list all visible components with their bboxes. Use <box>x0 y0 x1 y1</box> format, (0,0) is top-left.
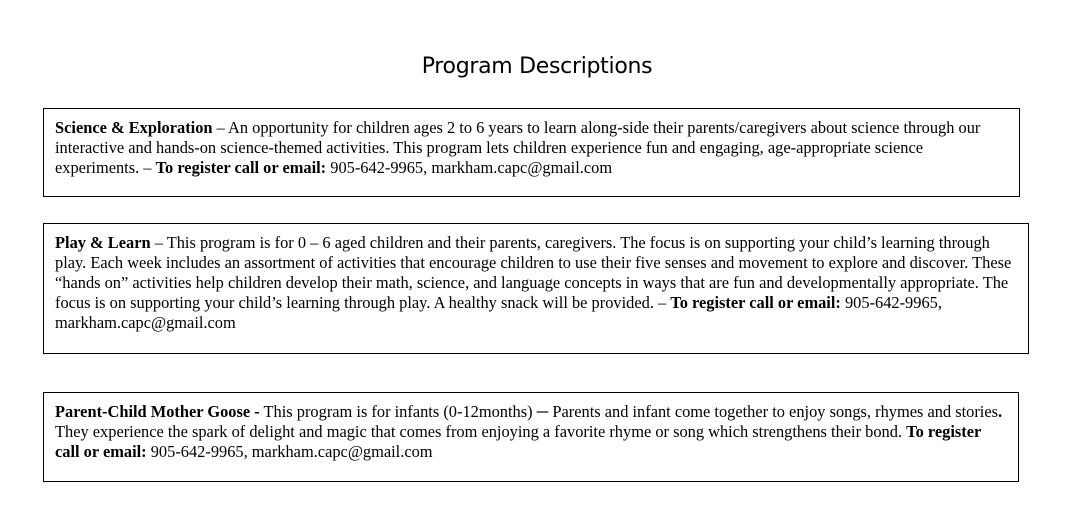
program-description-period: . <box>998 402 1003 421</box>
program-separator: – <box>150 233 167 252</box>
program-description-text: An opportunity for children ages 2 to 6 years to learn along-side their parents/caregivers about science through our interactive and hands-on science-themed activities. This program lets children experience fun and engaging, age-appropriate science experiments. – <box>55 118 981 177</box>
program-box-play-learn <box>43 223 1029 354</box>
program-box-mother-goose <box>43 392 1019 482</box>
program-name: Parent-Child Mother Goose - <box>55 402 260 421</box>
program-separator: – <box>212 118 229 137</box>
register-label: To register call or email: <box>670 293 841 312</box>
program-description-text: This program is for infants (0-12months) ─ Parents and infant come together to enjoy songs, rhymes and stories <box>263 402 999 421</box>
program-box-science-exploration <box>43 108 1020 197</box>
program-description <box>55 233 1016 333</box>
program-description-text-continued: They experience the spark of delight and magic that comes from enjoying a favorite rhyme or song which strengthens their bond. <box>55 422 907 441</box>
register-label: To register call or email: <box>55 422 981 461</box>
contact-info: 905-642-9965, markham.capc@gmail.com <box>146 442 433 461</box>
program-description <box>55 402 1006 462</box>
contact-info: 905-642-9965, markham.capc@gmail.com <box>326 158 613 177</box>
program-description-text: This program is for 0 – 6 aged children and their parents, caregivers. The focus is on supporting your child’s learning through play. Each week includes an assortment of activities that encourage children to use their five senses and movement to explore and discover. These “hands on” activities help children develop their math, science, and language concepts in ways that are fun and developmentally appropriate. The focus is on supporting your child’s learning through play. A healthy snack will be provided. – <box>55 233 1012 312</box>
program-description <box>55 118 1007 178</box>
program-name: Science & Exploration <box>55 118 213 137</box>
page-title: Program Descriptions <box>421 54 653 79</box>
register-label: To register call or email: <box>155 158 327 177</box>
contact-info: 905-642-9965, markham.capc@gmail.com <box>55 293 942 332</box>
program-name: Play & Learn <box>55 233 151 252</box>
